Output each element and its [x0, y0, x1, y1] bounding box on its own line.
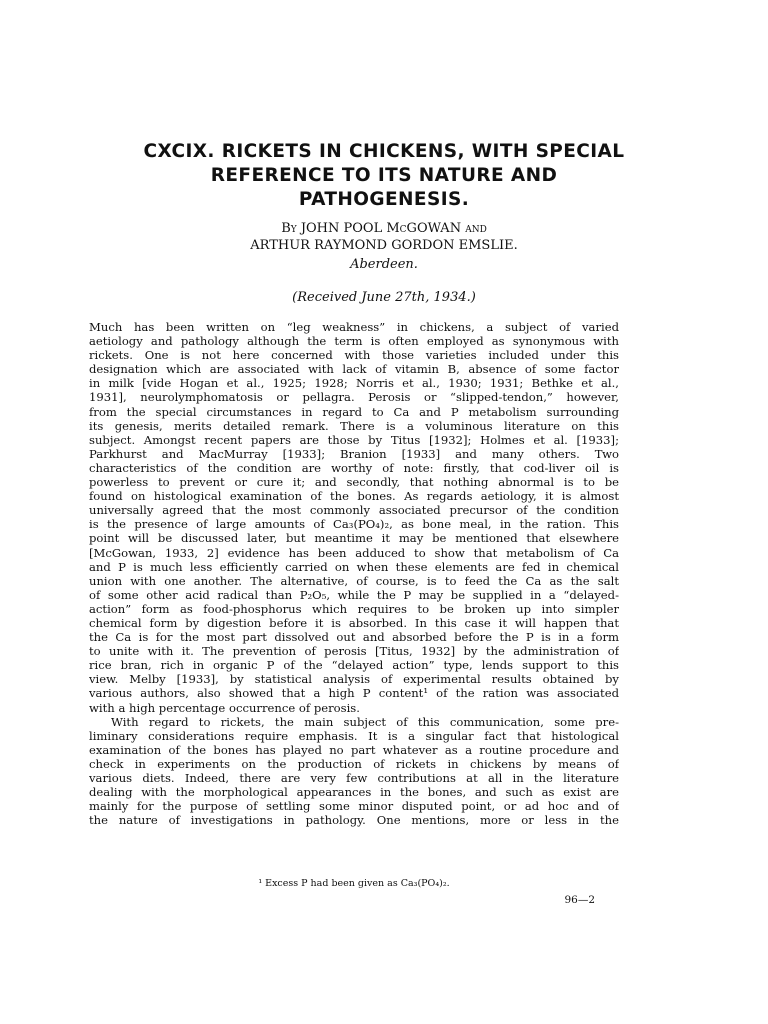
body-line: and P is much less efficiently carried on when these elements are fed in chemical	[89, 559, 619, 574]
body-text	[89, 320, 619, 827]
body-line: mainly for the purpose of settling some minor disputed point, or ad hoc and of	[89, 799, 619, 814]
body-line: [McGowan, 1933, 2] evidence has been adduced to show that metabolism of Ca	[89, 545, 619, 560]
body-line: dealing with the morphological appearances in the bones, and such as exist are	[89, 785, 619, 800]
body-line: Parkhurst and MacMurray [1933]; Branion [1933] and many others. Two	[89, 446, 619, 461]
body-line: the nature of investigations in pathology. One mentions, more or less in the	[89, 813, 619, 828]
page-number: 96—2	[564, 894, 595, 906]
body-line: aetiology and pathology although the term is often employed as synonymous with	[89, 334, 619, 349]
body-line: is the presence of large amounts of Ca₃(PO₄)₂, as bone meal, in the ration. This	[89, 517, 619, 532]
body-line: powerless to prevent or cure it; and secondly, that nothing abnormal is to be	[89, 475, 619, 490]
body-line: the Ca is for the most part dissolved out and absorbed before the P is in a form	[89, 630, 619, 645]
body-line: liminary considerations require emphasis. It is a singular fact that histological	[89, 728, 619, 743]
body-line: Much has been written on “leg weakness” in chickens, a subject of varied	[89, 320, 619, 334]
author-line: By JOHN POOL McGOWAN and	[281, 221, 487, 236]
body-line: union with one another. The alternative, of course, is to feed the Ca as the salt	[89, 573, 619, 588]
body-line: designation which are associated with lack of vitamin B, absence of some factor	[89, 362, 619, 377]
body-line: check in experiments on the production of rickets in chickens by means of	[89, 756, 619, 771]
body-line: action” form as food-phosphorus which requires to be broken up into simpler	[89, 601, 619, 616]
body-line: view. Melby [1933], by statistical analysis of experimental results obtained by	[89, 672, 619, 687]
title-line: CXCIX. RICKETS IN CHICKENS, WITH SPECIAL	[143, 141, 625, 162]
body-line: various authors, also showed that a high P content¹ of the ration was associated	[89, 686, 619, 701]
footnote: ¹ Excess P had been given as Ca₃(PO₄)₂.	[258, 878, 450, 889]
body-line: rice bran, rich in organic P of the “delayed action” type, lends support to this	[89, 658, 619, 673]
body-line: chemical form by digestion before it is absorbed. In this case it will happen that	[89, 615, 619, 630]
body-line: its genesis, merits detailed remark. There is a voluminous literature on this	[89, 418, 619, 433]
body-line: found on histological examination of the bones. As regards aetiology, it is almost	[89, 489, 619, 504]
body-line: with a high percentage occurrence of perosis.	[89, 700, 360, 715]
article-title	[80, 140, 688, 212]
body-line: 1931], neurolymphomatosis or pellagra. Perosis or “slipped-tendon,” however,	[89, 390, 619, 405]
received-date: (Received June 27th, 1934.)	[292, 290, 476, 305]
body-line: various diets. Indeed, there are very few contributions at all in the literature	[89, 771, 619, 785]
body-line: examination of the bones has played no part whatever as a routine procedure and	[89, 742, 619, 757]
title-line: PATHOGENESIS.	[298, 189, 470, 210]
title-line: REFERENCE TO ITS NATURE AND	[210, 165, 558, 186]
body-line: point will be discussed later, but meantime it may be mentioned that elsewhere	[89, 531, 619, 546]
author-block	[80, 220, 688, 254]
body-line: subject. Amongst recent papers are those by Titus [1932]; Holmes et al. [1933];	[89, 432, 619, 447]
body-line: universally agreed that the most commonly associated precursor of the condition	[89, 503, 619, 518]
body-line: With regard to rickets, the main subject of this communication, some pre-	[111, 714, 619, 729]
body-line: to unite with it. The prevention of perosis [Titus, 1932] by the administration of	[89, 644, 619, 659]
body-line: rickets. One is not here concerned with those varieties included under this	[89, 348, 619, 363]
affiliation: Aberdeen.	[350, 257, 418, 272]
body-line: characteristics of the condition are worthy of note: firstly, that cod-liver oil is	[89, 460, 619, 475]
body-line: in milk [vide Hogan et al., 1925; 1928; Norris et al., 1930; 1931; Bethke et al.,	[89, 376, 619, 391]
body-line: of some other acid radical than P₂O₅, while the P may be supplied in a “delayed-	[89, 587, 619, 602]
body-line: from the special circumstances in regard to Ca and P metabolism surrounding	[89, 404, 619, 419]
author-line: ARTHUR RAYMOND GORDON EMSLIE.	[250, 238, 518, 253]
